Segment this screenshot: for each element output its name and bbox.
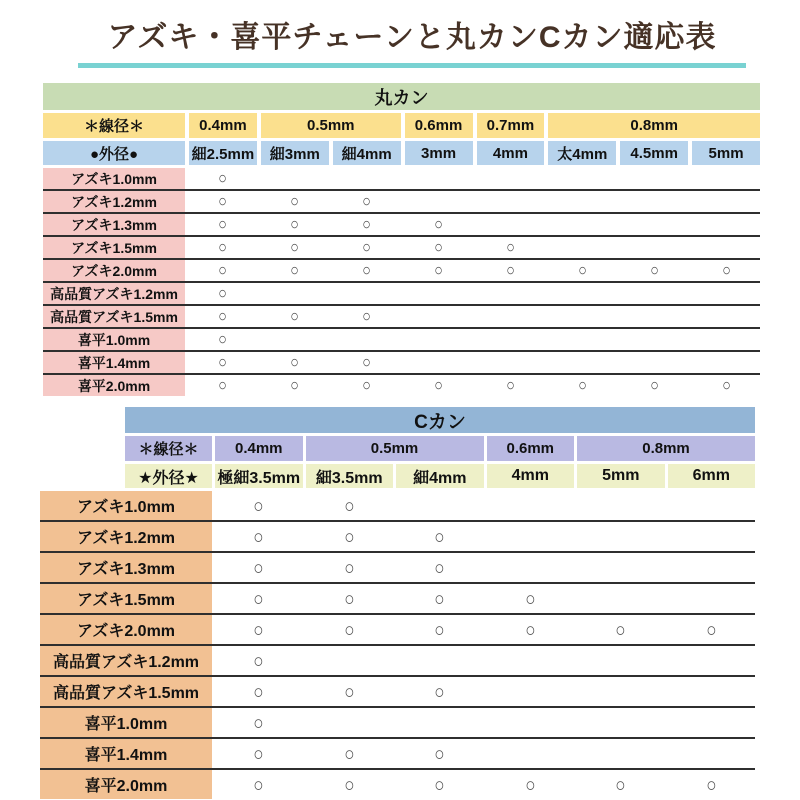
table-title-ckan: Cカン — [125, 407, 755, 433]
mark-cell — [692, 168, 760, 189]
compat-circle-icon: ○ — [344, 587, 355, 610]
compat-circle-icon: ○ — [434, 587, 445, 610]
mark-cell — [692, 191, 760, 212]
wire-diameter-value: 0.7mm — [477, 113, 545, 138]
mark-cell — [396, 677, 484, 706]
mark-cell — [261, 352, 329, 373]
mark-cell — [577, 491, 665, 520]
mark-cell — [620, 237, 688, 258]
mark-cell — [620, 352, 688, 373]
table-row — [43, 352, 760, 375]
wire-diameter-value: 0.5mm — [306, 436, 484, 461]
compat-circle-icon: ○ — [721, 376, 731, 395]
mark-cell — [548, 375, 616, 396]
table-row — [43, 283, 760, 306]
mark-cell — [692, 306, 760, 327]
mark-cell — [405, 283, 473, 304]
compat-circle-icon: ○ — [362, 376, 371, 395]
table-row — [43, 306, 760, 329]
mark-cell — [215, 708, 303, 737]
mark-cell — [577, 677, 665, 706]
mark-cell — [306, 553, 394, 582]
table-row — [40, 615, 755, 646]
mark-cell — [692, 329, 760, 350]
compat-circle-icon: ○ — [253, 711, 264, 734]
outer-diameter-value: 5mm — [692, 141, 760, 165]
mark-cell — [396, 708, 484, 737]
mark-cell — [306, 522, 394, 551]
mark-cell — [487, 708, 575, 737]
row-label: アズキ1.3mm — [40, 553, 212, 582]
mark-cell — [477, 375, 545, 396]
mark-cell — [405, 191, 473, 212]
mark-cell — [577, 615, 665, 644]
mark-cell — [548, 352, 616, 373]
mark-cell — [396, 491, 484, 520]
mark-cell — [477, 168, 545, 189]
outer-diameter-value: 4mm — [477, 141, 545, 165]
mark-cell — [668, 615, 756, 644]
compat-circle-icon: ○ — [525, 587, 536, 610]
mark-cell — [306, 491, 394, 520]
table-row — [40, 739, 755, 770]
row-label: アズキ1.0mm — [40, 491, 212, 520]
mark-cell — [261, 306, 329, 327]
outer-diameter-row — [125, 464, 755, 488]
mark-cell — [487, 522, 575, 551]
mark-cell — [620, 306, 688, 327]
mark-cell — [189, 352, 257, 373]
row-label: 喜平1.4mm — [40, 739, 212, 768]
mark-cell — [261, 191, 329, 212]
mark-cell — [487, 739, 575, 768]
mark-cell — [396, 522, 484, 551]
mark-cell — [668, 708, 756, 737]
mark-cell — [477, 306, 545, 327]
table-row — [40, 708, 755, 739]
compat-circle-icon: ○ — [253, 494, 264, 517]
mark-cell — [487, 491, 575, 520]
mark-cell — [306, 677, 394, 706]
mark-cell — [189, 168, 257, 189]
mark-cell — [215, 615, 303, 644]
compat-circle-icon: ○ — [362, 261, 371, 280]
row-label: 高品質アズキ1.5mm — [43, 306, 185, 327]
compat-circle-icon: ○ — [218, 284, 228, 303]
compat-circle-icon: ○ — [218, 353, 228, 372]
row-label: 高品質アズキ1.2mm — [43, 283, 185, 304]
compat-circle-icon: ○ — [434, 215, 443, 234]
compat-circle-icon: ○ — [615, 618, 626, 641]
compat-circle-icon: ○ — [434, 525, 445, 548]
mark-cell — [577, 708, 665, 737]
mark-cell — [189, 214, 257, 235]
mark-cell — [548, 329, 616, 350]
row-label: アズキ1.0mm — [43, 168, 185, 189]
compat-circle-icon: ○ — [362, 215, 371, 234]
table-row — [43, 168, 760, 191]
mark-cell — [333, 329, 401, 350]
row-label: 喜平1.0mm — [40, 708, 212, 737]
compat-circle-icon: ○ — [253, 556, 264, 579]
mark-cell — [487, 770, 575, 799]
table-row — [40, 491, 755, 522]
compat-circle-icon: ○ — [218, 261, 228, 280]
outer-diameter-value: 太4mm — [548, 141, 616, 165]
compat-circle-icon: ○ — [253, 525, 264, 548]
compat-circle-icon: ○ — [253, 587, 264, 610]
mark-cell — [405, 306, 473, 327]
outer-diameter-value: 細3mm — [261, 141, 329, 165]
mark-cell — [692, 283, 760, 304]
mark-cell — [668, 739, 756, 768]
mark-cell — [487, 646, 575, 675]
mark-cell — [333, 283, 401, 304]
mark-cell — [215, 584, 303, 613]
mark-cell — [577, 584, 665, 613]
compat-circle-icon: ○ — [344, 494, 355, 517]
row-label: 喜平2.0mm — [40, 770, 212, 799]
wire-diameter-value: 0.6mm — [405, 113, 473, 138]
marukan-table-body — [43, 168, 760, 396]
compat-circle-icon: ○ — [434, 773, 445, 796]
compat-circle-icon: ○ — [290, 307, 300, 326]
compat-circle-icon: ○ — [362, 238, 371, 257]
mark-cell — [189, 237, 257, 258]
mark-cell — [306, 708, 394, 737]
compat-circle-icon: ○ — [649, 376, 659, 395]
table-row — [40, 553, 755, 584]
table-row — [40, 584, 755, 615]
mark-cell — [261, 283, 329, 304]
mark-cell — [548, 306, 616, 327]
compat-circle-icon: ○ — [434, 556, 445, 579]
mark-cell — [620, 329, 688, 350]
row-label: アズキ1.2mm — [40, 522, 212, 551]
outer-diameter-label: ★外径★ — [125, 464, 212, 488]
mark-cell — [396, 553, 484, 582]
mark-cell — [668, 522, 756, 551]
mark-cell — [487, 677, 575, 706]
mark-cell — [189, 283, 257, 304]
mark-cell — [477, 329, 545, 350]
mark-cell — [405, 260, 473, 281]
mark-cell — [577, 522, 665, 551]
mark-cell — [396, 646, 484, 675]
mark-cell — [620, 214, 688, 235]
mark-cell — [668, 770, 756, 799]
wire-diameter-value: 0.5mm — [261, 113, 401, 138]
table-title-marukan: 丸カン — [43, 83, 760, 110]
mark-cell — [306, 770, 394, 799]
mark-cell — [215, 677, 303, 706]
outer-diameter-value: 細3.5mm — [306, 464, 394, 488]
mark-cell — [215, 491, 303, 520]
row-label: 高品質アズキ1.5mm — [40, 677, 212, 706]
mark-cell — [487, 615, 575, 644]
mark-cell — [668, 646, 756, 675]
outer-diameter-row — [43, 141, 760, 165]
wire-diameter-value: 0.6mm — [487, 436, 575, 461]
compat-circle-icon: ○ — [344, 556, 355, 579]
ckan-table-header — [125, 407, 755, 491]
page-title: アズキ・喜平チェーンと丸カンCカン適応表 — [78, 12, 746, 68]
compat-circle-icon: ○ — [218, 215, 228, 234]
row-label: アズキ1.3mm — [43, 214, 185, 235]
compat-circle-icon: ○ — [218, 169, 228, 188]
mark-cell — [396, 770, 484, 799]
outer-diameter-value: 4.5mm — [620, 141, 688, 165]
mark-cell — [396, 584, 484, 613]
mark-cell — [477, 260, 545, 281]
mark-cell — [261, 260, 329, 281]
compat-circle-icon: ○ — [290, 215, 300, 234]
compat-circle-icon: ○ — [218, 307, 228, 326]
compat-circle-icon: ○ — [218, 376, 228, 395]
mark-cell — [548, 191, 616, 212]
compat-circle-icon: ○ — [434, 261, 443, 280]
mark-cell — [261, 375, 329, 396]
mark-cell — [405, 375, 473, 396]
compat-circle-icon: ○ — [706, 773, 717, 796]
compat-circle-icon: ○ — [506, 238, 515, 257]
compat-circle-icon: ○ — [434, 680, 445, 703]
mark-cell — [333, 352, 401, 373]
compat-circle-icon: ○ — [649, 261, 659, 280]
mark-cell — [189, 375, 257, 396]
row-label: アズキ1.2mm — [43, 191, 185, 212]
compat-circle-icon: ○ — [434, 376, 443, 395]
outer-diameter-label: ●外径● — [43, 141, 185, 165]
row-label: 高品質アズキ1.2mm — [40, 646, 212, 675]
mark-cell — [333, 237, 401, 258]
table-row — [43, 329, 760, 352]
wire-diameter-value: 0.4mm — [215, 436, 303, 461]
mark-cell — [306, 584, 394, 613]
mark-cell — [692, 260, 760, 281]
mark-cell — [405, 168, 473, 189]
mark-cell — [577, 553, 665, 582]
row-label: アズキ2.0mm — [40, 615, 212, 644]
mark-cell — [620, 375, 688, 396]
mark-cell — [477, 237, 545, 258]
compat-circle-icon: ○ — [344, 773, 355, 796]
compat-circle-icon: ○ — [290, 192, 300, 211]
mark-cell — [548, 283, 616, 304]
compat-circle-icon: ○ — [362, 307, 371, 326]
ckan-table-body — [40, 491, 755, 799]
row-label: アズキ1.5mm — [40, 584, 212, 613]
mark-cell — [405, 214, 473, 235]
compat-circle-icon: ○ — [506, 261, 515, 280]
compat-circle-icon: ○ — [615, 773, 626, 796]
mark-cell — [477, 283, 545, 304]
mark-cell — [548, 168, 616, 189]
wire-diameter-label: ＊線径＊ — [125, 436, 212, 461]
compat-circle-icon: ○ — [218, 238, 228, 257]
mark-cell — [306, 646, 394, 675]
compat-circle-icon: ○ — [434, 238, 443, 257]
table-row — [43, 260, 760, 283]
compat-circle-icon: ○ — [253, 618, 264, 641]
compat-circle-icon: ○ — [344, 680, 355, 703]
mark-cell — [261, 168, 329, 189]
table-row — [43, 191, 760, 214]
mark-cell — [333, 168, 401, 189]
compat-circle-icon: ○ — [578, 261, 587, 280]
mark-cell — [668, 553, 756, 582]
compat-circle-icon: ○ — [706, 618, 717, 641]
mark-cell — [215, 739, 303, 768]
outer-diameter-value: 極細3.5mm — [215, 464, 303, 488]
row-label: アズキ2.0mm — [43, 260, 185, 281]
compat-circle-icon: ○ — [344, 618, 355, 641]
compat-circle-icon: ○ — [218, 330, 228, 349]
compat-circle-icon: ○ — [290, 238, 300, 257]
table-row — [40, 677, 755, 708]
mark-cell — [333, 306, 401, 327]
mark-cell — [189, 191, 257, 212]
table-row — [43, 237, 760, 260]
outer-diameter-value: 細4mm — [396, 464, 484, 488]
mark-cell — [620, 260, 688, 281]
compat-circle-icon: ○ — [290, 261, 300, 280]
compat-circle-icon: ○ — [525, 618, 536, 641]
mark-cell — [306, 615, 394, 644]
wire-diameter-value: 0.8mm — [577, 436, 755, 461]
row-label: 喜平2.0mm — [43, 375, 185, 396]
wire-diameter-value: 0.8mm — [548, 113, 760, 138]
mark-cell — [215, 646, 303, 675]
mark-cell — [215, 553, 303, 582]
mark-cell — [333, 375, 401, 396]
mark-cell — [577, 770, 665, 799]
mark-cell — [261, 214, 329, 235]
mark-cell — [477, 191, 545, 212]
table-row — [43, 375, 760, 396]
table-row — [40, 646, 755, 677]
mark-cell — [261, 237, 329, 258]
mark-cell — [487, 553, 575, 582]
mark-cell — [692, 237, 760, 258]
compat-circle-icon: ○ — [344, 525, 355, 548]
mark-cell — [477, 352, 545, 373]
mark-cell — [668, 677, 756, 706]
mark-cell — [396, 739, 484, 768]
compat-circle-icon: ○ — [253, 680, 264, 703]
compat-circle-icon: ○ — [290, 376, 300, 395]
mark-cell — [189, 329, 257, 350]
mark-cell — [405, 352, 473, 373]
compat-circle-icon: ○ — [253, 773, 264, 796]
mark-cell — [405, 329, 473, 350]
compat-circle-icon: ○ — [506, 376, 515, 395]
row-label: 喜平1.4mm — [43, 352, 185, 373]
mark-cell — [548, 237, 616, 258]
wire-diameter-row — [125, 436, 755, 461]
mark-cell — [668, 584, 756, 613]
compat-circle-icon: ○ — [525, 773, 536, 796]
mark-cell — [548, 260, 616, 281]
mark-cell — [487, 584, 575, 613]
mark-cell — [620, 283, 688, 304]
mark-cell — [620, 191, 688, 212]
mark-cell — [189, 260, 257, 281]
mark-cell — [692, 375, 760, 396]
table-row — [43, 214, 760, 237]
compat-circle-icon: ○ — [434, 618, 445, 641]
row-label: 喜平1.0mm — [43, 329, 185, 350]
compat-circle-icon: ○ — [362, 192, 371, 211]
outer-diameter-value: 6mm — [668, 464, 756, 488]
mark-cell — [620, 168, 688, 189]
compat-circle-icon: ○ — [344, 742, 355, 765]
mark-cell — [577, 646, 665, 675]
mark-cell — [577, 739, 665, 768]
mark-cell — [261, 329, 329, 350]
mark-cell — [333, 214, 401, 235]
compat-circle-icon: ○ — [253, 649, 264, 672]
wire-diameter-label: ＊線径＊ — [43, 113, 185, 138]
wire-diameter-value: 0.4mm — [189, 113, 257, 138]
table-row — [40, 522, 755, 553]
mark-cell — [405, 237, 473, 258]
compat-circle-icon: ○ — [253, 742, 264, 765]
mark-cell — [215, 770, 303, 799]
compat-circle-icon: ○ — [434, 742, 445, 765]
compat-circle-icon: ○ — [290, 353, 300, 372]
compat-circle-icon: ○ — [362, 353, 371, 372]
outer-diameter-value: 5mm — [577, 464, 665, 488]
mark-cell — [215, 522, 303, 551]
mark-cell — [692, 352, 760, 373]
mark-cell — [548, 214, 616, 235]
marukan-table-header — [43, 83, 760, 168]
mark-cell — [668, 491, 756, 520]
mark-cell — [333, 191, 401, 212]
compat-circle-icon: ○ — [578, 376, 587, 395]
mark-cell — [692, 214, 760, 235]
compat-circle-icon: ○ — [218, 192, 228, 211]
outer-diameter-value: 細2.5mm — [189, 141, 257, 165]
outer-diameter-value: 4mm — [487, 464, 575, 488]
compat-circle-icon: ○ — [721, 261, 731, 280]
mark-cell — [477, 214, 545, 235]
wire-diameter-row — [43, 113, 760, 138]
mark-cell — [189, 306, 257, 327]
mark-cell — [333, 260, 401, 281]
table-row — [40, 770, 755, 799]
outer-diameter-value: 細4mm — [333, 141, 401, 165]
mark-cell — [396, 615, 484, 644]
mark-cell — [306, 739, 394, 768]
outer-diameter-value: 3mm — [405, 141, 473, 165]
row-label: アズキ1.5mm — [43, 237, 185, 258]
